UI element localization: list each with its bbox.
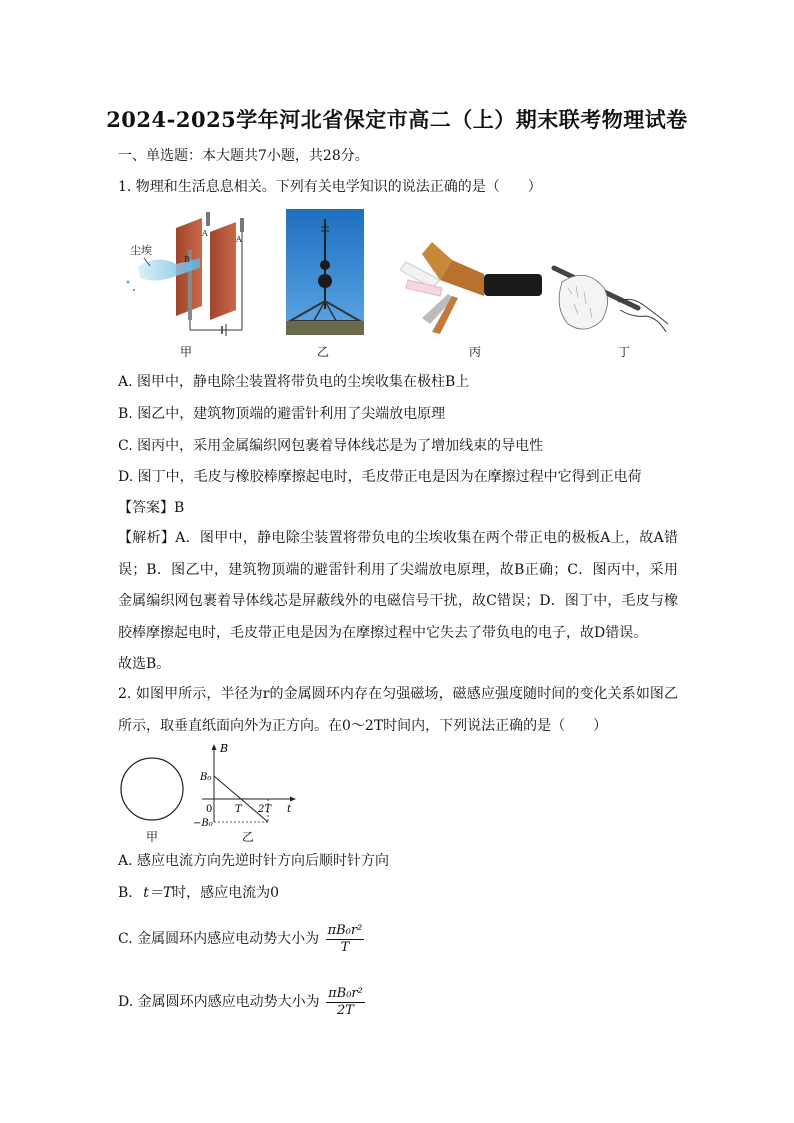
plate-back (210, 222, 236, 320)
label-t2: 2T (258, 804, 272, 815)
page-title: 2024-2025学年河北省保定市高二（上）期末联考物理试卷 (106, 107, 688, 132)
section-heading: 一、单选题：本大题共7小题，共28分。 (118, 148, 369, 164)
q2-option-d-fraction: $\frac{\text{πB₀r²}}{2T}$ (328, 985, 363, 1018)
q2-option-d: D. 金属圆环内感应电动势大小为 $\frac{\text{πB₀r²}}{2T}$ (118, 985, 363, 1018)
figure-fur-rod (546, 258, 670, 338)
q1-caption-jia: 甲 (179, 345, 192, 359)
figure-precipitator (118, 206, 258, 336)
cable-jacket (484, 274, 542, 296)
label-origin: 0 (206, 804, 213, 815)
fur-cloth (559, 275, 607, 329)
q1-caption-ding: 丁 (617, 345, 630, 359)
q1-answer: 【答案】B (118, 500, 185, 516)
q1-analysis: 【解析】A．图甲中，静电除尘装置将带负电的尘埃收集在两个带正电的极板A上，故A错误；B．图乙中，建筑物顶端的避雷针利用了尖端放电原理，故B正确；C．图丙中，采用金属编织网包裹着导体线芯是屏蔽线外的电磁信号干扰，故C错误；D．图丁中，毛皮与橡胶棒摩擦起电时，毛皮带正电是因为在摩擦过程中它失去了带负电的电子，故D错误。 (118, 530, 678, 641)
q1-option-a: A. 图甲中，静电除尘装置将带负电的尘埃收集在极柱B上 (118, 374, 470, 390)
figure-metal-ring (118, 755, 188, 825)
label-t1: T (235, 804, 242, 815)
q2-stem: 2. 如图甲所示，半径为r的金属圆环内存在匀强磁场，磁感应强度随时间的变化关系如图乙所示，取垂直纸面向外为正方向。在0～2T时间内，下列说法正确的是（ ） (118, 686, 678, 734)
q1-conclusion: 故选B。 (118, 656, 171, 672)
label-neg-b0: −B₀ (193, 818, 213, 826)
q1-option-d: D. 图丁中，毛皮与橡胶棒摩擦起电时，毛皮带正电是因为在摩擦过程中它得到正电荷 (118, 469, 642, 485)
svg-text:A: A (236, 235, 242, 244)
label-t: t (287, 804, 292, 815)
q1-stem: 1. 物理和生活息息相关。下列有关电学知识的说法正确的是（ ） (118, 179, 542, 195)
label-b: B (220, 742, 229, 755)
label-b0: B₀ (200, 772, 212, 783)
dust-label: 尘埃 (130, 244, 152, 257)
q1-option-c: C. 图丙中，采用金属编织网包裹着导体线芯是为了增加线束的导电性 (118, 438, 544, 454)
q1-caption-bing: 丙 (468, 345, 481, 359)
q1-caption-yi: 乙 (316, 345, 329, 359)
q1-option-b: B. 图乙中，建筑物顶端的避雷针利用了尖端放电原理 (118, 406, 446, 422)
svg-text:A: A (202, 229, 208, 238)
q2-option-c: C. 金属圆环内感应电动势大小为 $\frac{\text{πB₀r²}}{T}$ (118, 922, 363, 955)
figure-lightning-rod (286, 209, 364, 335)
svg-text:B: B (184, 255, 190, 264)
figure-b-t-graph (192, 742, 302, 826)
figure-shielded-cable (392, 236, 544, 336)
q2-option-c-fraction: $\frac{\text{πB₀r²}}{T}$ (327, 922, 363, 955)
q2-option-a: A. 感应电流方向先逆时针方向后顺时针方向 (118, 853, 390, 869)
q2-caption-jia: 甲 (145, 830, 158, 844)
q2-option-b: B. t＝T时，感应电流为0 (118, 885, 280, 901)
q2-caption-yi: 乙 (241, 830, 254, 844)
